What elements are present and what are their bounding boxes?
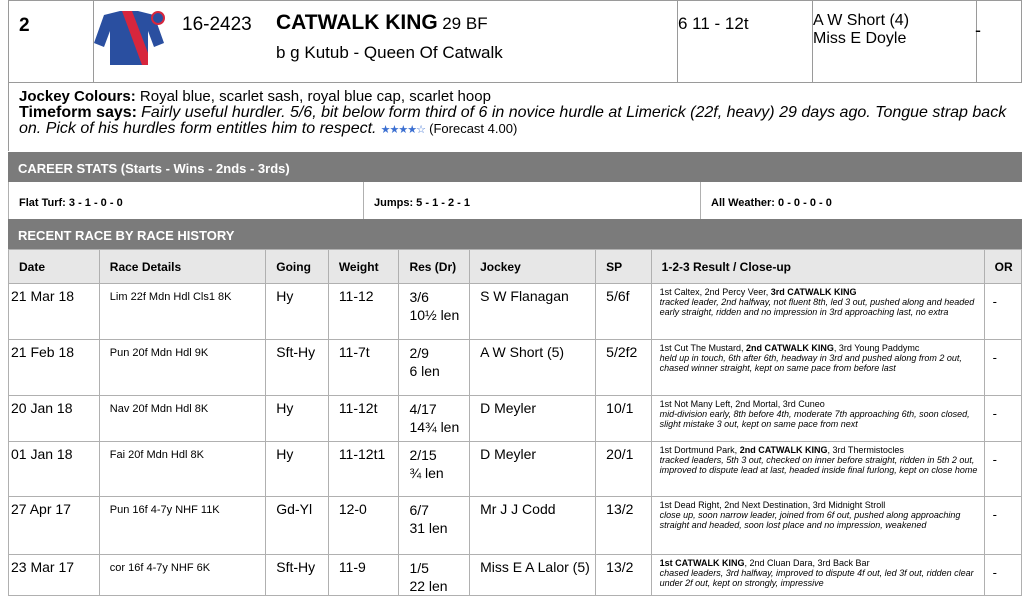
- race-weight: 11-12: [328, 284, 399, 340]
- horse-breeding: b g Kutub - Queen Of Catwalk: [276, 43, 503, 62]
- race-sp: 20/1: [596, 442, 651, 497]
- table-row[interactable]: [9, 555, 1022, 596]
- race-history-title: RECENT RACE BY RACE HISTORY: [8, 219, 1022, 249]
- horse-name[interactable]: CATWALK KING: [276, 11, 438, 34]
- col-jockey[interactable]: Jockey: [470, 250, 596, 284]
- jockey-colours-line: [19, 89, 1022, 105]
- placing-highlight: 2nd CATWALK KING: [739, 445, 828, 455]
- race-or: -: [984, 284, 1021, 340]
- runner-number: 2: [9, 1, 94, 83]
- race-going: Hy: [266, 396, 329, 442]
- placing-highlight: 1st CATWALK KING: [659, 558, 745, 568]
- col-going[interactable]: Going: [266, 250, 329, 284]
- flat-turf-stats: Flat Turf: 3 - 1 - 0 - 0: [9, 182, 364, 219]
- jockey-colours-text: Royal blue, scarlet sash, royal blue cap, scarlet hoop: [139, 88, 491, 105]
- result-distance: ¾ len: [409, 465, 444, 481]
- col-result[interactable]: Res (Dr): [399, 250, 470, 284]
- race-history-table: [8, 249, 1022, 596]
- race-close-up: [651, 284, 984, 340]
- race-sp: 13/2: [596, 555, 651, 596]
- race-comment: chased leaders, 3rd halfway, improved to dispute 4f out, led 3f out, ridden clear under 2f out, kept on strongly, impressive: [659, 568, 974, 588]
- race-sp: 5/2f2: [596, 340, 651, 396]
- result-distance: 6 len: [409, 363, 440, 379]
- race-jockey[interactable]: A W Short (5): [470, 340, 596, 396]
- race-details[interactable]: Nav 20f Mdn Hdl 8K: [99, 396, 265, 442]
- race-sp: 10/1: [596, 396, 651, 442]
- placing-text: 1st Not Many Left, 2nd Mortal, 3rd Cuneo: [659, 399, 825, 409]
- runner-info: [8, 82, 1022, 151]
- jumps-stats: Jumps: 5 - 1 - 2 - 1: [364, 182, 701, 219]
- timeform-label: Timeform says:: [19, 104, 137, 121]
- race-result: [399, 284, 470, 340]
- race-comment: close up, soon narrow leader, joined from 6f out, pushed along approaching straight and headed, soon lost place and no impression, weakened: [659, 510, 961, 530]
- result-distance: 10½ len: [409, 307, 460, 323]
- result-distance: 22 len: [409, 578, 448, 594]
- placing-text: 1st Caltex, 2nd Percy Veer,: [659, 287, 771, 297]
- jockey-trainer: [813, 12, 909, 48]
- race-sp: 5/6f: [596, 284, 651, 340]
- race-jockey[interactable]: D Meyler: [470, 396, 596, 442]
- placing-highlight: 2nd CATWALK KING: [746, 343, 834, 353]
- race-details[interactable]: Lim 22f Mdn Hdl Cls1 8K: [99, 284, 265, 340]
- age-weight: 6 11 - 12t: [678, 14, 749, 33]
- placing-text-rest: , 3rd Young Paddymc: [833, 343, 920, 353]
- placing-text-rest: , 2nd Cluan Dara, 3rd Back Bar: [744, 558, 870, 568]
- table-row[interactable]: [9, 442, 1022, 497]
- race-date: 21 Feb 18: [9, 340, 100, 396]
- col-weight[interactable]: Weight: [328, 250, 399, 284]
- col-or[interactable]: OR: [984, 250, 1021, 284]
- race-date: 21 Mar 18: [9, 284, 100, 340]
- race-comment: held up in touch, 6th after 6th, headway in 3rd and pushed along from 2 out, chased winner straight, kept on same pace from before last: [659, 353, 962, 373]
- race-details[interactable]: Pun 20f Mdn Hdl 9K: [99, 340, 265, 396]
- race-or: -: [984, 555, 1021, 596]
- horse-title: [276, 11, 488, 35]
- result-position: 4/17: [409, 401, 437, 417]
- race-date: 01 Jan 18: [9, 442, 100, 497]
- race-comment: tracked leaders, 5th 3 out, checked on inner before straight, ridden in 5th 2 out, improved to dispute lead at last, headed inside final furlong, kept on close home: [659, 455, 978, 475]
- race-result: [399, 555, 470, 596]
- race-weight: 12-0: [328, 497, 399, 555]
- race-sp: 13/2: [596, 497, 651, 555]
- timeform-line: [19, 105, 1022, 138]
- race-result: [399, 442, 470, 497]
- race-details[interactable]: Pun 16f 4-7y NHF 11K: [99, 497, 265, 555]
- table-row[interactable]: [9, 340, 1022, 396]
- race-weight: 11-12t1: [328, 442, 399, 497]
- result-distance: 14¾ len: [409, 419, 460, 435]
- race-weight: 11-12t: [328, 396, 399, 442]
- race-going: Sft-Hy: [266, 340, 329, 396]
- jockey-name[interactable]: A W Short (4): [813, 12, 910, 29]
- race-jockey[interactable]: D Meyler: [470, 442, 596, 497]
- race-or: -: [984, 497, 1021, 555]
- result-position: 2/9: [409, 345, 429, 361]
- race-date: 23 Mar 17: [9, 555, 100, 596]
- race-jockey[interactable]: S W Flanagan: [470, 284, 596, 340]
- race-going: Hy: [266, 284, 329, 340]
- race-or: -: [984, 396, 1021, 442]
- race-going: Hy: [266, 442, 329, 497]
- col-race-details[interactable]: Race Details: [99, 250, 265, 284]
- result-position: 3/6: [409, 289, 429, 305]
- table-header-row: [9, 250, 1022, 284]
- race-jockey[interactable]: Mr J J Codd: [470, 497, 596, 555]
- race-close-up: [651, 555, 984, 596]
- race-weight: 11-7t: [328, 340, 399, 396]
- race-close-up: [651, 396, 984, 442]
- horse-rating: 29 BF: [442, 14, 488, 33]
- jockey-colours-label: Jockey Colours:: [19, 88, 136, 105]
- col-sp[interactable]: SP: [596, 250, 651, 284]
- race-date: 20 Jan 18: [9, 396, 100, 442]
- result-distance: 31 len: [409, 520, 448, 536]
- placing-text: 1st Cut The Mustard,: [659, 343, 747, 353]
- race-details[interactable]: cor 16f 4-7y NHF 6K: [99, 555, 265, 596]
- result-position: 6/7: [409, 502, 429, 518]
- result-position: 2/15: [409, 447, 437, 463]
- table-row[interactable]: [9, 396, 1022, 442]
- race-comment: tracked leader, 2nd halfway, not fluent 8th, led 3 out, pushed along and headed early straight, ridden and no impression in 3rd approaching last, no extra: [659, 297, 975, 317]
- col-close-up[interactable]: 1-2-3 Result / Close-up: [651, 250, 984, 284]
- placing-text: 1st Dead Right, 2nd Next Destination, 3rd Midnight Stroll: [659, 500, 886, 510]
- timeform-text: Fairly useful hurdler. 5/6, bit below form third of 6 in novice hurdle at Limerick (22f, heavy) 29 days ago. Tongue strap back on. Pick of his hurdles form entitles him to respect.: [19, 104, 1007, 137]
- result-position: 1/5: [409, 560, 429, 576]
- form-code: 16-2423: [182, 14, 252, 35]
- placing-highlight: 3rd CATWALK KING: [770, 287, 857, 297]
- race-close-up: [651, 497, 984, 555]
- race-comment: mid-division early, 8th before 4th, moderate 7th approaching 6th, soon closed, slight mistake 3 out, kept on same pace from next: [659, 409, 970, 429]
- placing-text-rest: , 3rd Thermistocles: [827, 445, 904, 455]
- table-row[interactable]: [9, 284, 1022, 340]
- rating-stars-icon: ★★★★☆: [380, 124, 425, 136]
- race-close-up: [651, 340, 984, 396]
- race-going: Sft-Hy: [266, 555, 329, 596]
- placing-text: 1st Dortmund Park,: [659, 445, 740, 455]
- race-date: 27 Apr 17: [9, 497, 100, 555]
- all-weather-stats: All Weather: 0 - 0 - 0 - 0: [711, 197, 832, 209]
- race-result: [399, 497, 470, 555]
- race-or: -: [984, 340, 1021, 396]
- race-going: Gd-Yl: [266, 497, 329, 555]
- race-result: [399, 340, 470, 396]
- race-or: -: [984, 442, 1021, 497]
- career-stats-title: CAREER STATS (Starts - Wins - 2nds - 3rds): [8, 152, 1022, 182]
- race-jockey[interactable]: Miss E A Lalor (5): [470, 555, 596, 596]
- col-date[interactable]: Date: [9, 250, 100, 284]
- career-stats-row: [8, 182, 1022, 219]
- race-close-up: [651, 442, 984, 497]
- race-result: [399, 396, 470, 442]
- race-weight: 11-9: [328, 555, 399, 596]
- trainer-name[interactable]: Miss E Doyle: [813, 30, 907, 47]
- official-rating: -: [975, 20, 981, 40]
- forecast: (Forecast 4.00): [429, 121, 518, 136]
- table-row[interactable]: [9, 497, 1022, 555]
- jockey-silks-icon: [94, 9, 164, 65]
- race-details[interactable]: Fai 20f Mdn Hdl 8K: [99, 442, 265, 497]
